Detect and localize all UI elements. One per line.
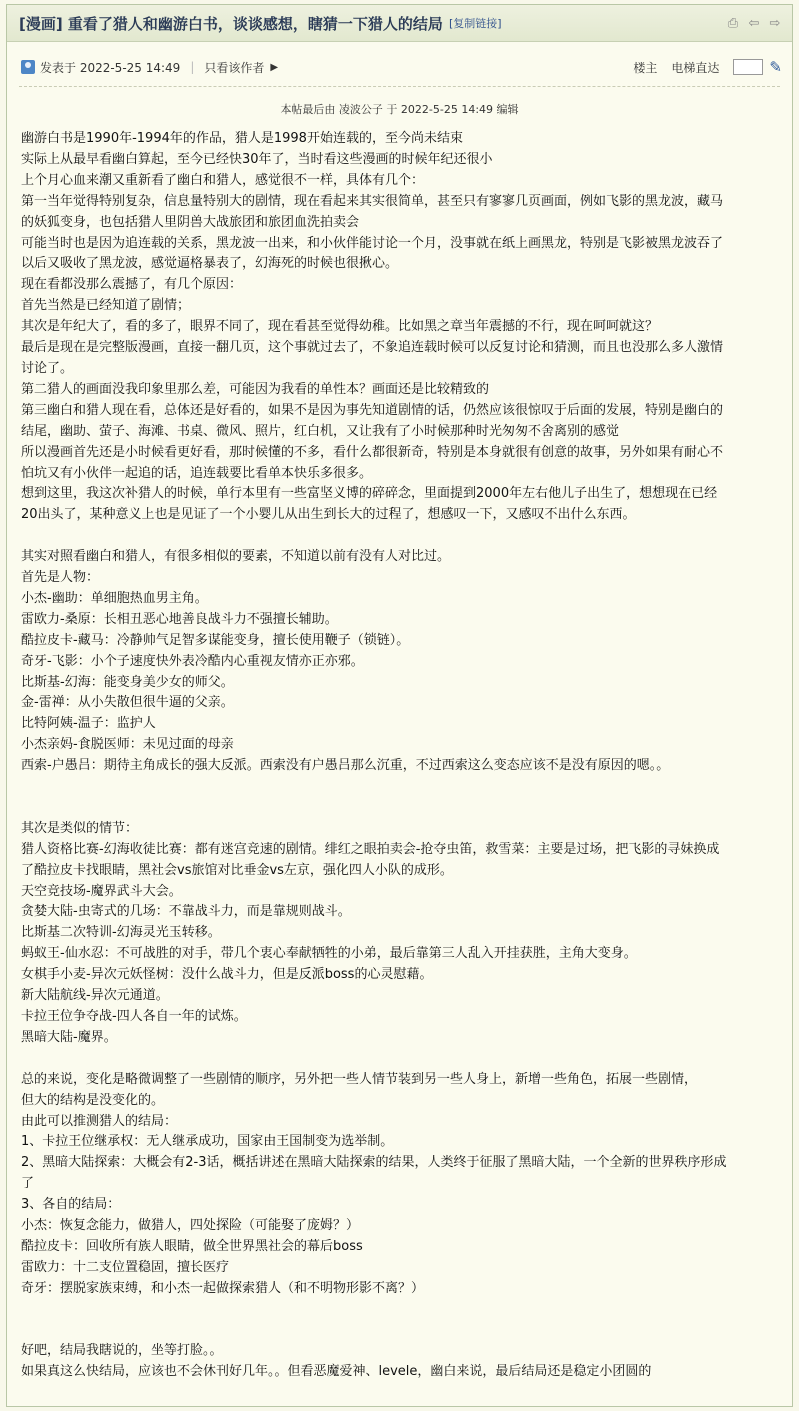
content-line: 2、黑暗大陆探索：大概会有2-3话，概括讲述在黑暗大陆探索的结果，人类终于征服了黑暗大陆，一个全新的世界秩序形成 [21, 1155, 727, 1171]
post-container [6, 4, 793, 1407]
content-line: 蚂蚁王-仙水忍：不可战胜的对手，带几个衷心奉献牺牲的小弟，最后靠第三人乱入开挂获胜，主角大变身。 [21, 946, 637, 962]
post-date: 发表于 2022-5-25 14:49 [40, 60, 181, 75]
floor-jump-input[interactable] [733, 59, 763, 75]
content-line: 如果真这么快结局，应该也不会休刊好几年。。但看恶魔爱神、levele，幽白来说，最后结局还是稳定小团圆的 [21, 1364, 652, 1380]
post-title-bar [7, 5, 792, 42]
post-meta-bar [21, 54, 782, 80]
content-line: 好吧，结局我瞎说的，坐等打脸。。 [21, 1343, 223, 1359]
content-line: 讨论了。 [21, 360, 74, 376]
meta-right [633, 58, 782, 76]
only-author-link[interactable]: 只看该作者 [204, 60, 265, 75]
print-icon[interactable]: ⎙ [727, 15, 739, 31]
content-line: 金-雷禅：从小失散但很牛逼的父亲。 [21, 695, 234, 711]
edit-note: 本帖最后由 凌波公子 于 2022-5-25 14:49 编辑 [280, 103, 519, 116]
content-line: 黑暗大陆-魔界。 [21, 1029, 117, 1045]
content-line: 比特阿姨-温子：监护人 [21, 716, 156, 732]
content-line: 第二猎人的画面没我印象里那么差，可能因为我看的单性本？画面还是比较精致的 [21, 381, 490, 397]
content-line: 的妖狐变身，也包括猎人里阴兽大战旅团和旅团血洗拍卖会 [21, 214, 360, 230]
content-line: 小杰亲妈-食脱医师：未见过面的母亲 [21, 737, 234, 753]
content-line [21, 526, 778, 547]
content-line [21, 777, 778, 798]
content-line: 现在看都没那么震撼了，有几个原因： [21, 277, 243, 293]
content-line: 酷拉皮卡-藏马：冷静帅气足智多谋能变身，擅长使用鞭子（锁链）。 [21, 632, 410, 648]
content-line: 雷欧力：十二支位置稳固，擅长医疗 [21, 1259, 230, 1275]
content-line [21, 1300, 778, 1321]
content-line: 首先是人物： [21, 570, 100, 586]
go-icon[interactable]: ✎ [769, 58, 782, 76]
content-line: 比斯基二次特训-幻海灵光玉转移。 [21, 925, 221, 941]
online-user-icon [21, 60, 35, 74]
content-line: 上个月心血来潮又重新看了幽白和猎人，感觉很不一样，具体有几个： [21, 172, 425, 188]
content-line: 了酷拉皮卡找眼睛，黑社会vs旅馆对比垂金vs左京，强化四人小队的成形。 [21, 862, 453, 878]
title-icons [726, 16, 782, 31]
jump-label: 电梯直达 [671, 60, 720, 75]
content-line [21, 1049, 778, 1070]
post-content [21, 129, 778, 1383]
content-line: 新大陆航线-异次元通道。 [21, 988, 169, 1004]
floor-label: 楼主 [633, 60, 658, 75]
arrow-right-icon: ▶ [270, 61, 279, 73]
content-line: 奇牙：摆脱家族束缚，和小杰一起做探索猎人（和不明物形影不离？） [21, 1280, 425, 1296]
content-line: 其次是类似的情节： [21, 820, 139, 836]
content-line: 可能当时也是因为追连载的关系，黑龙波一出来，和小伙伴能讨论一个月，没事就在纸上画黑龙，特别是飞影被黑龙波吞了 [21, 235, 724, 251]
content-line: 雷欧力-桑原：长相丑恶心地善良战斗力不强擅长辅助。 [21, 611, 338, 627]
prev-icon[interactable]: ⇦ [748, 15, 760, 31]
meta-divider [19, 86, 780, 87]
content-line: 1、卡拉王位继承权：无人继承成功，国家由王国制变为选举制。 [21, 1134, 394, 1150]
content-line: 了 [21, 1176, 35, 1192]
content-line: 怕坑又有小伙伴一起追的话，追连载要比看单本快乐多很多。 [21, 465, 373, 481]
content-line: 第三幽白和猎人现在看，总体还是好看的，如果不是因为事先知道剧情的话，仍然应该很惊叹于后面的发展，特别是幽白的 [21, 402, 724, 418]
content-line: 首先当然是已经知道了剧情； [21, 298, 191, 314]
content-line: 以后又吸收了黑龙波，感觉逼格暴表了，幻海死的时候也很揪心。 [21, 256, 399, 272]
content-line: 小杰-幽助：单细胞热血男主角。 [21, 590, 208, 606]
content-line: 20出头了，某种意义上也是见证了一个小婴儿从出生到长大的过程了，想感叹一下，又感叹不出什么东西。 [21, 507, 636, 523]
content-line: 所以漫画首先还是小时候看更好看，那时候懂的不多，看什么都很新奇，特别是本身就很有创意的故事，另外如果有耐心不 [21, 444, 724, 460]
content-line: 想到这里，我这次补猎人的时候，单行本里有一些富坚义博的碎碎念，里面提到2000年左右他儿子出生了，想想现在已经 [21, 486, 718, 502]
content-line [21, 1321, 778, 1342]
content-line: 由此可以推测猎人的结局： [21, 1113, 178, 1129]
content-line: 女棋手小麦-异次元妖怪树：没什么战斗力，但是反派boss的心灵慰藉。 [21, 967, 433, 983]
content-line: 西索-户愚吕：期待主角成长的强大反派。西索没有户愚吕那么沉重，不过西索这么变态应该不是没有原因的嗯。。 [21, 758, 670, 774]
content-line: 3、各自的结局： [21, 1197, 121, 1213]
content-line: 猎人资格比赛-幻海收徒比赛：都有迷宫竞速的剧情。绯红之眼拍卖会-抢夺虫笛，救雪菜：主要是过场，把飞影的寻妹换成 [21, 841, 720, 857]
content-line: 总的来说，变化是略微调整了一些剧情的顺序，另外把一些人情节装到另一些人身上，新增一些角色，拓展一些剧情， [21, 1071, 698, 1087]
content-line: 比斯基-幻海：能变身美少女的师父。 [21, 674, 234, 690]
content-line: 贪婪大陆-虫寄式的几场：不靠战斗力，而是靠规则战斗。 [21, 904, 351, 920]
meta-separator: | [190, 60, 195, 74]
content-line: 小杰：恢复念能力，做猎人，四处探险（可能娶了庞姆？） [21, 1218, 360, 1234]
content-line [21, 798, 778, 819]
copy-link[interactable]: [复制链接] [448, 17, 502, 30]
post-title: [漫画] 重看了猎人和幽游白书，谈谈感想，瞎猜一下猎人的结局 [19, 14, 443, 33]
content-line: 幽游白书是1990年-1994年的作品，猎人是1998开始连载的，至今尚未结束 [21, 131, 463, 146]
content-line: 最后是现在是完整版漫画，直接一翻几页，这个事就过去了，不象追连载时候可以反复讨论和猜测，而且也没那么多人激情 [21, 340, 724, 356]
next-icon[interactable]: ⇨ [769, 15, 781, 31]
content-line: 卡拉王位争夺战-四人各自一年的试炼。 [21, 1009, 247, 1025]
content-line: 实际上从最早看幽白算起，至今已经快30年了，当时看这些漫画的时候年纪还很小 [21, 151, 493, 167]
content-line: 但大的结构是没变化的。 [21, 1092, 165, 1108]
content-line: 第一当年觉得特别复杂，信息量特别大的剧情，现在看起来其实很简单，甚至只有寥寥几页画面，例如飞影的黑龙波，藏马 [21, 193, 724, 209]
content-line: 其实对照看幽白和猎人，有很多相似的要素，不知道以前有没有人对比过。 [21, 549, 451, 565]
content-line: 天空竞技场-魔界武斗大会。 [21, 883, 182, 899]
content-line: 结尾，幽助、萤子、海滩、书桌、微风、照片，红白机，又让我有了小时候那种时光匆匆不舍离别的感觉 [21, 423, 620, 439]
content-line: 奇牙-飞影：小个子速度快外表冷酷内心重视友情亦正亦邪。 [21, 653, 364, 669]
content-line: 酷拉皮卡：回收所有族人眼睛，做全世界黑社会的幕后boss [21, 1238, 363, 1254]
content-line: 其次是年纪大了，看的多了，眼界不同了，现在看甚至觉得幼稚。比如黑之章当年震撼的不行，现在呵呵就这？ [21, 319, 659, 335]
